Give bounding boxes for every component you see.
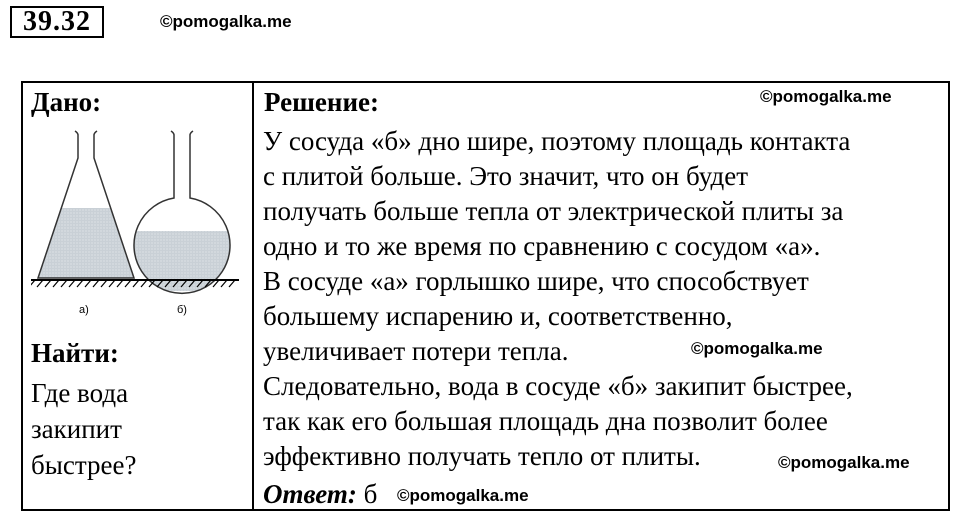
question-line: Где вода [31,378,129,408]
column-divider [252,83,254,509]
round-flask [131,131,241,293]
solution-line: большему испарению и, соответственно, [263,301,733,331]
solution-text [263,124,948,474]
question-text [31,375,246,483]
task-table [21,81,950,511]
answer-value: б [363,479,378,509]
question-line: закипит [31,414,122,444]
find-heading: Найти: [31,338,119,368]
figure-label-a: а) [79,304,89,316]
solution-line: В сосуде «а» горлышко шире, что способствует [263,266,809,296]
solution-line: эффективно получать тепло от плиты. [263,441,701,471]
figure-label-b: б) [177,304,187,316]
solution-line: У сосуда «б» дно шире, поэтому площадь контакта [263,126,851,156]
flasks-figure [31,128,241,328]
solution-line: Следовательно, вода в сосуде «б» закипит быстрее, [263,371,853,401]
conical-flask [31,131,141,283]
answer-label: Ответ: [263,479,357,509]
answer [263,477,377,511]
solution-line: увеличивает потери тепла. [263,336,569,366]
given-heading: Дано: [31,87,102,117]
water-in-flask-a [31,208,141,283]
problem-number: 39.32 [10,6,104,38]
solution-line: одно и то же время по сравнению с сосудом «а». [263,231,821,261]
solution-line: с плитой больше. Это значит, что он будет [263,161,749,191]
watermark-line-end: ©pomogalka.me [778,453,910,472]
question-line: быстрее? [31,450,137,480]
solution-heading: Решение: [264,87,379,117]
watermark-answer: ©pomogalka.me [397,486,529,505]
solution-line: так как его большая площадь дна позволит более [263,406,828,436]
watermark-top: ©pomogalka.me [160,12,292,31]
solution-line: получать больше тепла от электрической плиты за [263,196,844,226]
watermark-solution-header: ©pomogalka.me [760,87,892,106]
watermark-middle: ©pomogalka.me [691,339,823,358]
